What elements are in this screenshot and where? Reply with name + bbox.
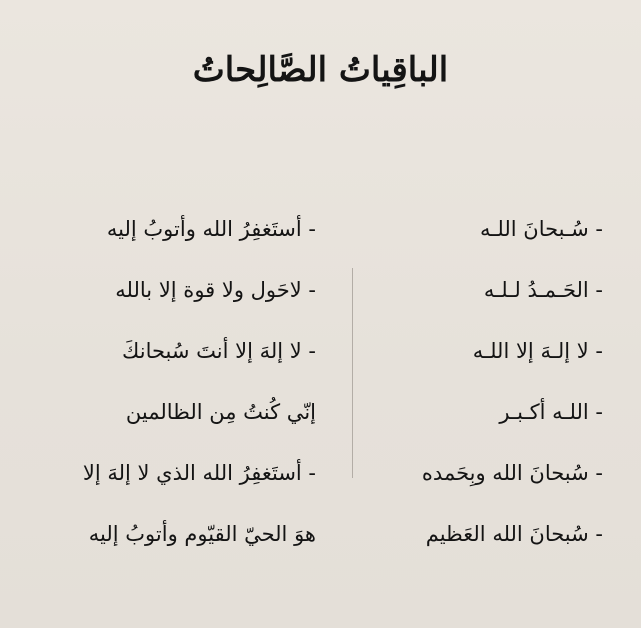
left-column (16, 198, 316, 564)
dhikr-line: - لا إلهَ إلا أنتَ سُبحانكَ (122, 338, 316, 363)
dhikr-line: - أستَغفِرُ الله وأتوبُ إليه (106, 216, 316, 241)
dhikr-line: - اللـه أكـبـر (499, 399, 603, 424)
dhikr-line: هوَ الحيّ القيّوم وأتوبُ إليه (88, 521, 316, 546)
dhikr-line: - سُبحانَ الله وبِحَمده (421, 460, 603, 485)
dhikr-line: - لاحَول ولا قوة إلا بالله (115, 277, 316, 302)
dhikr-line: - سُـبحانَ اللـه (480, 216, 603, 241)
dhikr-line: - لا إلـهَ إلا اللـه (472, 338, 603, 363)
right-column (343, 198, 603, 564)
dhikr-line: - الحَـمـدُ لـلـه (483, 277, 603, 302)
column-divider (352, 268, 353, 478)
dhikr-line: - أستَغفِرُ الله الذي لا إلهَ إلا (82, 460, 316, 485)
dhikr-line: - سُبحانَ الله العَظيم (425, 521, 603, 546)
dhikr-line: إنّي كُنتُ مِن الظالمين (125, 399, 316, 424)
page-title: الباقِياتُ الصَّالِحاتُ (192, 50, 449, 90)
